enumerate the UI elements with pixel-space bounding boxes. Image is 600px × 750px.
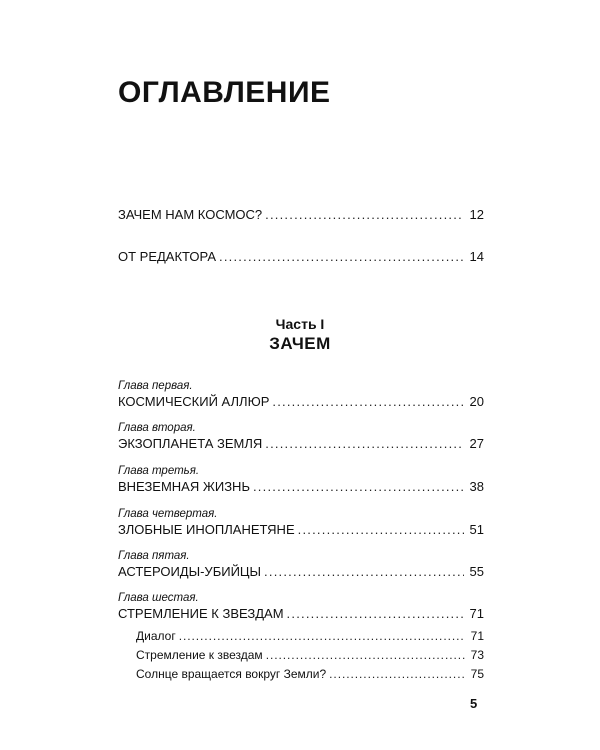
- entry-title: АСТЕРОИДЫ-УБИЙЦЫ: [118, 564, 262, 579]
- toc-entry-why-space[interactable]: [118, 207, 484, 223]
- entry-title: ОТ РЕДАКТОРА: [118, 249, 216, 264]
- entry-title: ВНЕЗЕМНАЯ ЖИЗНЬ: [118, 479, 250, 494]
- dot-leader: [287, 606, 464, 622]
- chapter-label: Глава пятая.: [118, 550, 190, 562]
- entry-title: ЗЛОБНЫЕ ИНОПЛАНЕТЯНЕ: [118, 522, 295, 537]
- toc-entry-chapter-5[interactable]: [118, 564, 484, 580]
- page-title: ОГЛАВЛЕНИЕ: [118, 76, 331, 109]
- dot-leader: [264, 564, 463, 580]
- entry-page-number: 71: [469, 606, 484, 621]
- toc-entry-chapter-6[interactable]: [118, 606, 484, 622]
- toc-entry-chapter-2[interactable]: [118, 436, 484, 452]
- dot-leader: [265, 207, 463, 223]
- toc-subentry-dialog[interactable]: [136, 628, 484, 644]
- toc-entry-chapter-1[interactable]: [118, 394, 484, 410]
- dot-leader: [298, 522, 464, 538]
- entry-page-number: 27: [469, 436, 484, 451]
- toc-entry-chapter-4[interactable]: [118, 522, 484, 538]
- subentry-title: Стремление к звездам: [136, 648, 263, 662]
- subentry-page-number: 71: [470, 629, 484, 643]
- dot-leader: [219, 249, 464, 265]
- entry-page-number: 20: [469, 394, 484, 409]
- chapter-label: Глава вторая.: [118, 422, 196, 434]
- chapter-label: Глава шестая.: [118, 592, 199, 604]
- entry-title: ЗАЧЕМ НАМ КОСМОС?: [118, 207, 263, 222]
- toc-subentry-sun-orbits[interactable]: [136, 666, 484, 682]
- toc-subentry-reaching-stars[interactable]: [136, 647, 484, 663]
- entry-page-number: 12: [469, 207, 484, 222]
- subentry-title: Солнце вращается вокруг Земли?: [136, 667, 327, 681]
- dot-leader: [253, 479, 464, 495]
- entry-page-number: 55: [469, 564, 484, 579]
- part-title: ЗАЧЕМ: [269, 334, 331, 353]
- dot-leader: [265, 436, 463, 452]
- subentry-page-number: 73: [470, 648, 484, 662]
- dot-leader: [329, 666, 464, 682]
- subentry-title: Диалог: [136, 629, 176, 643]
- entry-title: КОСМИЧЕСКИЙ АЛЛЮР: [118, 394, 270, 409]
- dot-leader: [266, 647, 465, 663]
- dot-leader: [179, 628, 465, 644]
- part-label: Часть I: [275, 316, 325, 332]
- entry-page-number: 38: [469, 479, 484, 494]
- toc-entry-chapter-3[interactable]: [118, 479, 484, 495]
- entry-page-number: 51: [469, 522, 484, 537]
- chapter-label: Глава третья.: [118, 465, 200, 477]
- entry-title: СТРЕМЛЕНИЕ К ЗВЕЗДАМ: [118, 606, 284, 621]
- subentry-page-number: 75: [470, 667, 484, 681]
- toc-entry-from-editor[interactable]: [118, 249, 484, 265]
- dot-leader: [272, 394, 463, 410]
- page-number: 5: [470, 696, 478, 711]
- entry-page-number: 14: [469, 249, 484, 264]
- chapter-label: Глава четвертая.: [118, 508, 218, 520]
- entry-title: ЭКЗОПЛАНЕТА ЗЕМЛЯ: [118, 436, 263, 451]
- chapter-label: Глава первая.: [118, 380, 193, 392]
